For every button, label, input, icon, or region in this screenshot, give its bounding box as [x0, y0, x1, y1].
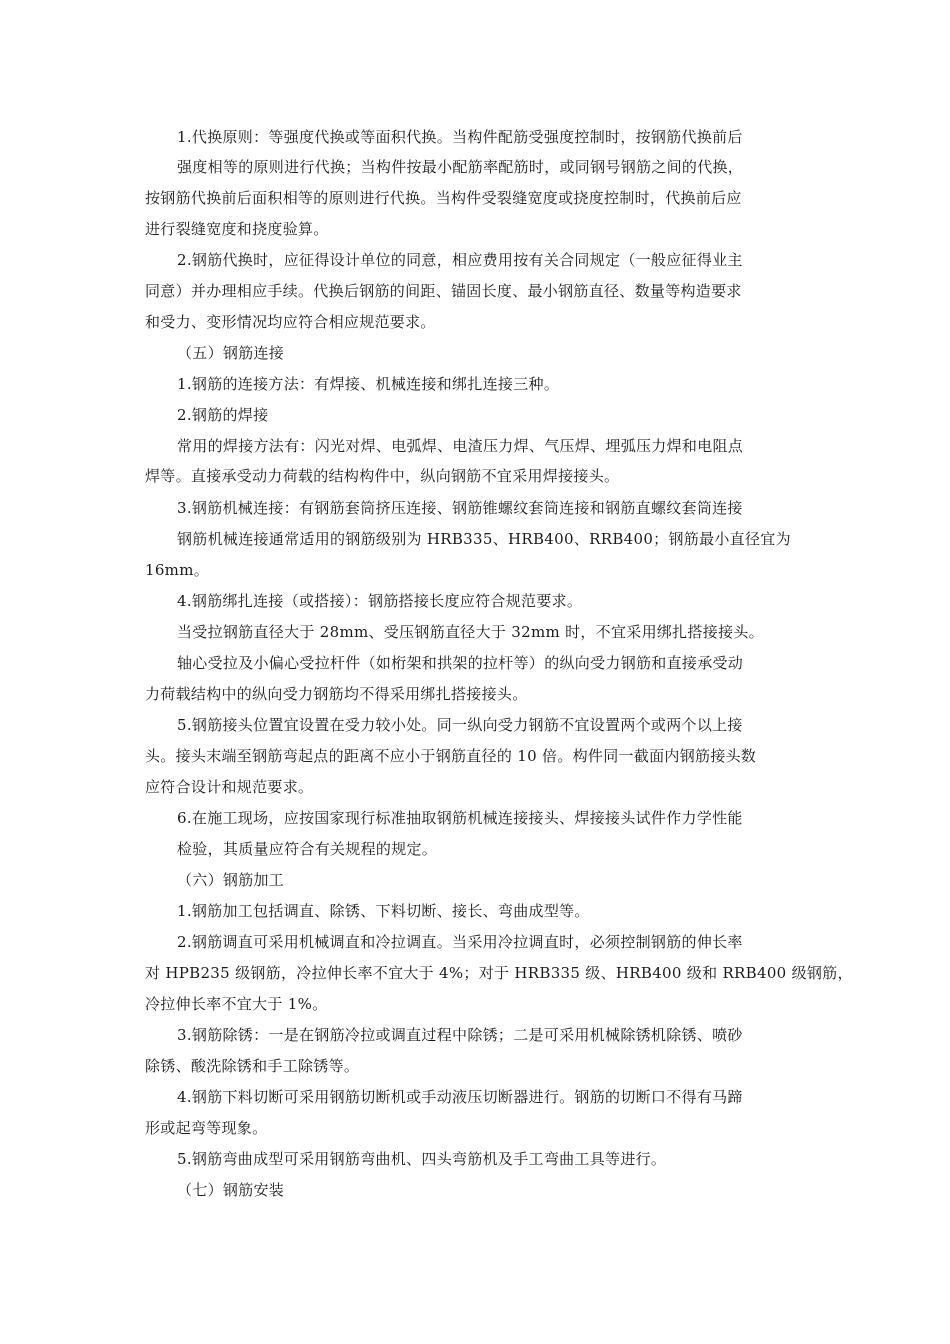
text-line: 焊等。直接承受动力荷载的结构构件中，纵向钢筋不宜采用焊接接头。: [145, 467, 620, 485]
text-line: 5.钢筋接头位置宜设置在受力较小处。同一纵向受力钢筋不宜设置两个或两个以上接: [177, 716, 743, 734]
text-line: 冷拉伸长率不宜大于 1%。: [145, 995, 328, 1013]
text-line: 和受力、变形情况均应符合相应规范要求。: [145, 313, 436, 331]
text-line: 轴心受拉及小偏心受拉杆件（如桁架和拱架的拉杆等）的纵向受力钢筋和直接承受动: [177, 654, 744, 672]
text-line: 2.钢筋代换时，应征得设计单位的同意，相应费用按有关合同规定（一般应征得业主: [177, 251, 743, 269]
text-line: 当受拉钢筋直径大于 28mm、受压钢筋直径大于 32mm 时，不宜采用绑扎搭接接头。: [177, 623, 764, 641]
text-line: 6.在施工现场，应按国家现行标准抽取钢筋机械连接接头、焊接接头试件作力学性能: [177, 809, 743, 827]
text-line: 除锈、酸洗除锈和手工除锈等。: [145, 1057, 360, 1075]
text-line: 3.钢筋机械连接：有钢筋套筒挤压连接、钢筋锥螺纹套筒连接和钢筋直螺纹套筒连接: [177, 499, 743, 517]
text-line: 头。接头末端至钢筋弯起点的距离不应小于钢筋直径的 10 倍。构件同一截面内钢筋接头数: [145, 747, 757, 765]
text-line: 2.钢筋调直可采用机械调直和冷拉调直。当采用冷拉调直时，必须控制钢筋的伸长率: [177, 933, 743, 951]
text-line: 对 HPB235 级钢筋，冷拉伸长率不宜大于 4%；对于 HRB335 级、HRB400 级和 RRB400 级钢筋，: [145, 964, 853, 982]
text-line: 进行裂缝宽度和挠度验算。: [145, 220, 329, 238]
text-line: 应符合设计和规范要求。: [145, 778, 314, 796]
text-line: 4.钢筋下料切断可采用钢筋切断机或手动液压切断器进行。钢筋的切断口不得有马蹄: [177, 1088, 743, 1106]
text-line: 4.钢筋绑扎连接（或搭接）：钢筋搭接长度应符合规范要求。: [177, 592, 583, 610]
text-line: 强度相等的原则进行代换；当构件按最小配筋率配筋时，或同钢号钢筋之间的代换，: [177, 158, 744, 176]
text-line: 5.钢筋弯曲成型可采用钢筋弯曲机、四头弯筋机及手工弯曲工具等进行。: [177, 1150, 667, 1168]
text-line: 按钢筋代换前后面积相等的原则进行代换。当构件受裂缝宽度或挠度控制时，代换前后应: [145, 189, 742, 207]
text-line: 形或起弯等现象。: [145, 1119, 268, 1137]
text-line: 钢筋机械连接通常适用的钢筋级别为 HRB335、HRB400、RRB400；钢筋最小直径宜为: [177, 530, 791, 548]
section-heading: （六）钢筋加工: [177, 871, 285, 889]
text-line: 检验，其质量应符合有关规程的规定。: [177, 840, 438, 858]
section-heading: （七）钢筋安装: [177, 1181, 285, 1199]
text-line: 1.代换原则：等强度代换或等面积代换。当构件配筋受强度控制时，按钢筋代换前后: [177, 128, 743, 146]
text-line: 3.钢筋除锈：一是在钢筋冷拉或调直过程中除锈；二是可采用机械除锈机除锈、喷砂: [177, 1026, 743, 1044]
text-line: 同意）并办理相应手续。代换后钢筋的间距、锚固长度、最小钢筋直径、数量等构造要求: [145, 282, 742, 300]
text-line: 常用的焊接方法有：闪光对焊、电弧焊、电渣压力焊、气压焊、埋弧压力焊和电阻点: [177, 437, 744, 455]
text-line: 1.钢筋的连接方法：有焊接、机械连接和绑扎连接三种。: [177, 375, 560, 393]
text-line: 16mm。: [145, 561, 210, 579]
section-heading: （五）钢筋连接: [177, 344, 285, 362]
text-line: 1.钢筋加工包括调直、除锈、下料切断、接长、弯曲成型等。: [177, 902, 590, 920]
text-line: 力荷载结构中的纵向受力钢筋均不得采用绑扎搭接接头。: [145, 685, 528, 703]
text-line: 2.钢筋的焊接: [177, 406, 269, 424]
